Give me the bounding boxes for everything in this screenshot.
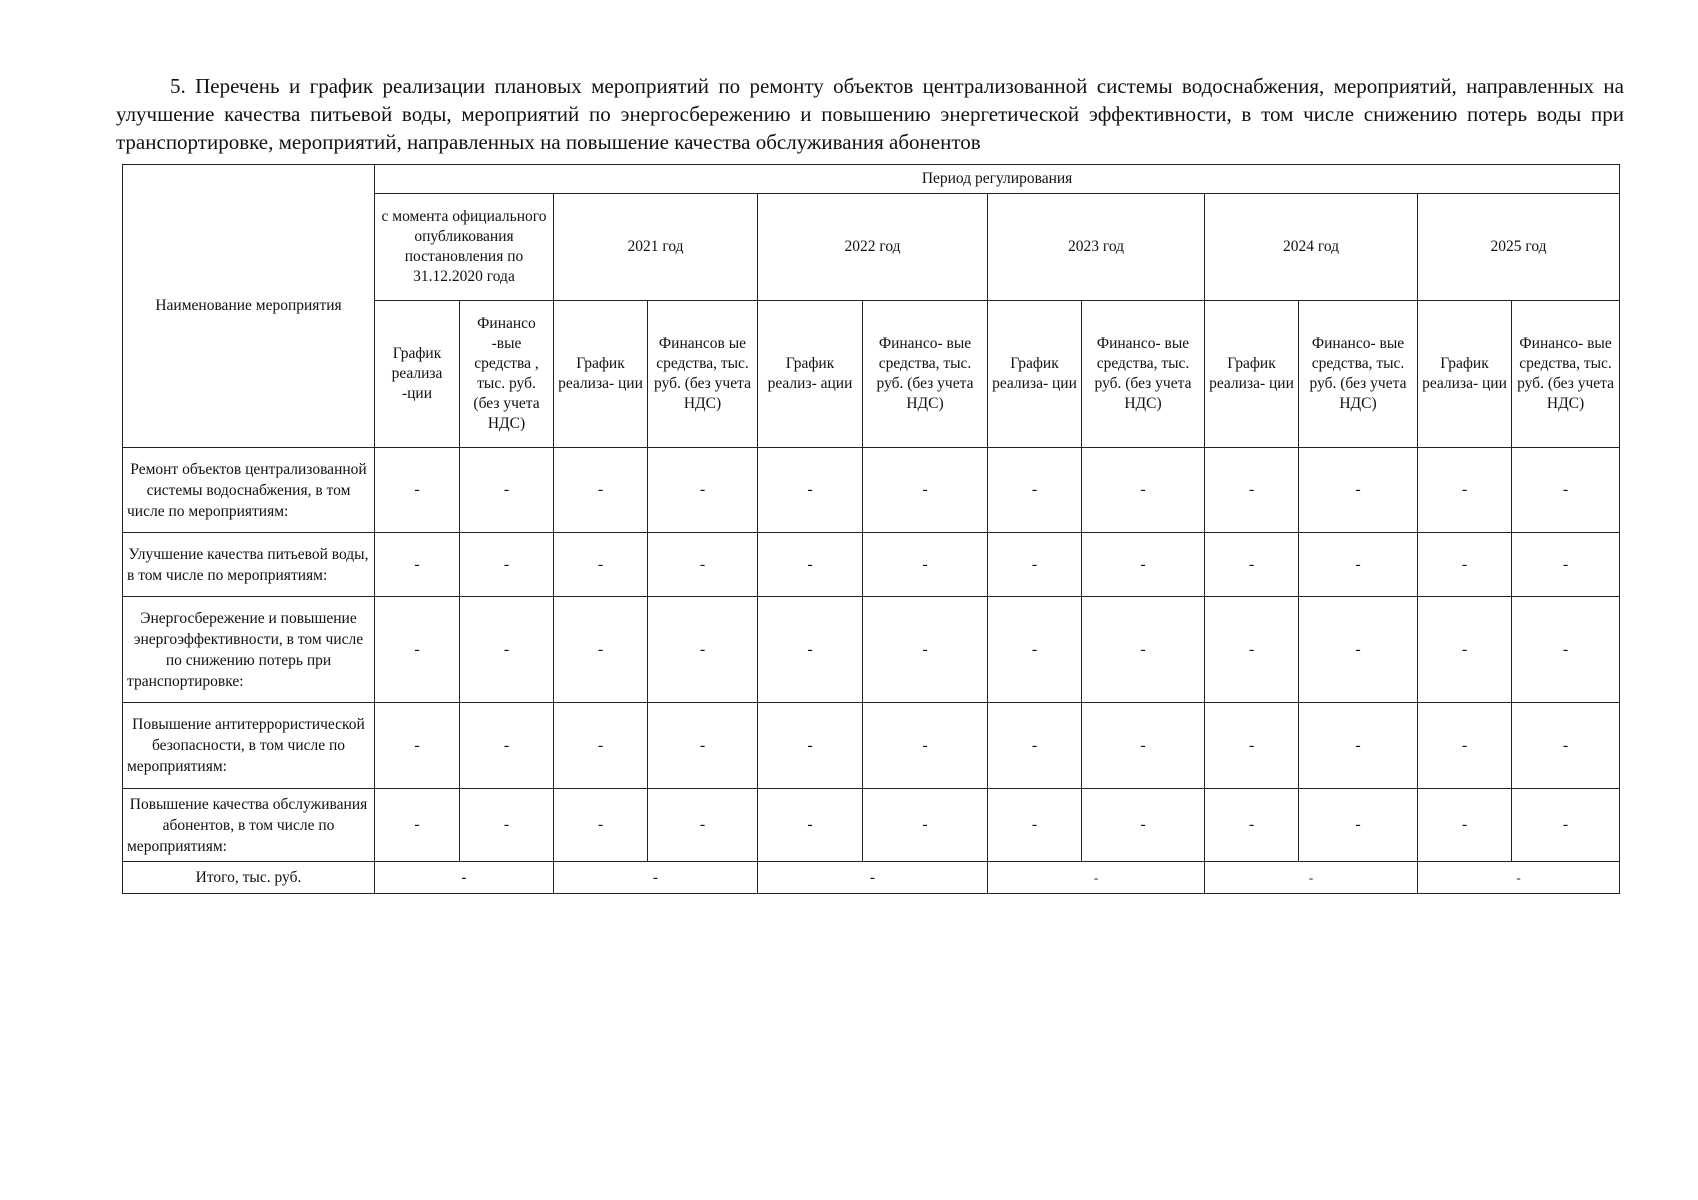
table-cell: -: [988, 789, 1082, 862]
total-cell-initial: -: [375, 862, 554, 894]
table-cell: -: [1299, 448, 1418, 533]
table-row: [123, 533, 1620, 597]
table-cell: -: [1512, 448, 1620, 533]
table-row: [123, 597, 1620, 703]
finance-header-2021: Финансов ые средства, тыс. руб. (без учета НДС): [648, 301, 758, 448]
table-cell: -: [863, 448, 988, 533]
table-cell: -: [1082, 448, 1205, 533]
total-cell-2023: -: [988, 862, 1205, 894]
table-cell: -: [863, 789, 988, 862]
period-header-2024: 2024 год: [1205, 194, 1418, 301]
table-cell: -: [988, 703, 1082, 789]
table-cell: -: [863, 533, 988, 597]
period-header-2022: 2022 год: [758, 194, 988, 301]
row-name-anti-terror: Повышение антитеррористической безопасности, в том числе по мероприятиям:: [123, 703, 375, 789]
period-header-2025: 2025 год: [1418, 194, 1620, 301]
table-cell: -: [1082, 533, 1205, 597]
table-cell: -: [863, 703, 988, 789]
table-cell: -: [758, 597, 863, 703]
schedule-header-2025: График реализа- ции: [1418, 301, 1512, 448]
table-cell: -: [1205, 448, 1299, 533]
table-cell: -: [1418, 789, 1512, 862]
finance-header-2023: Финансо- вые средства, тыс. руб. (без учета НДС): [1082, 301, 1205, 448]
finance-header-2025: Финансо- вые средства, тыс. руб. (без учета НДС): [1512, 301, 1620, 448]
table-cell: -: [1082, 789, 1205, 862]
table-cell: -: [1418, 448, 1512, 533]
table-cell: -: [863, 597, 988, 703]
schedule-header-2024: График реализа- ции: [1205, 301, 1299, 448]
table-cell: -: [554, 703, 648, 789]
table-cell: -: [460, 533, 554, 597]
table-cell: -: [758, 448, 863, 533]
schedule-header-2022: График реализ- ации: [758, 301, 863, 448]
table-cell: -: [1299, 789, 1418, 862]
finance-header-2024: Финансо- вые средства, тыс. руб. (без учета НДС): [1299, 301, 1418, 448]
table-cell: -: [1512, 789, 1620, 862]
total-cell-2025: -: [1418, 862, 1620, 894]
row-name-customer-service: Повышение качества обслуживания абонентов, в том числе по мероприятиям:: [123, 789, 375, 862]
table-cell: -: [1082, 597, 1205, 703]
row-name-water-quality: Улучшение качества питьевой воды, в том числе по мероприятиям:: [123, 533, 375, 597]
section-heading: 5. Перечень и график реализации плановых мероприятий по ремонту объектов централизованной системы водоснабжения, мероприятий, направленных на улучшение качества питьевой воды, мероприятий по энергосбережению и повышению энергетической эффективности, в том числе снижению потерь воды при транспортировке, мероприятий, направленных на повышение качества обслуживания абонентов: [116, 74, 1624, 154]
table-cell: -: [758, 703, 863, 789]
table-cell: -: [375, 597, 460, 703]
table-cell: -: [375, 533, 460, 597]
table-cell: -: [1418, 703, 1512, 789]
table-cell: -: [375, 448, 460, 533]
table-cell: -: [988, 597, 1082, 703]
total-cell-2022: -: [758, 862, 988, 894]
table-cell: -: [648, 789, 758, 862]
table-cell: -: [1418, 597, 1512, 703]
total-cell-2024: -: [1205, 862, 1418, 894]
row-name-repair: Ремонт объектов централизованной системы водоснабжения, в том числе по мероприятиям:: [123, 448, 375, 533]
total-cell-2021: -: [554, 862, 758, 894]
row-name-energy-saving: Энергосбережение и повышение энергоэффективности, в том числе по снижению потерь при транспортировке:: [123, 597, 375, 703]
schedule-header-initial: График реализа -ции: [375, 301, 460, 448]
table-cell: -: [1418, 533, 1512, 597]
table-cell: -: [648, 448, 758, 533]
table-cell: -: [1205, 789, 1299, 862]
table-cell: -: [1512, 533, 1620, 597]
header-row-period: [123, 165, 1620, 194]
period-header-initial: с момента официального опубликования постановления по 31.12.2020 года: [375, 194, 554, 301]
total-label: Итого, тыс. руб.: [123, 862, 375, 894]
table-cell: -: [648, 703, 758, 789]
schedule-header-2023: График реализа- ции: [988, 301, 1082, 448]
table-cell: -: [554, 789, 648, 862]
column-header-period: Период регулирования: [375, 165, 1620, 194]
table-cell: -: [1512, 703, 1620, 789]
table-row: [123, 703, 1620, 789]
table-cell: -: [988, 533, 1082, 597]
table-row: [123, 448, 1620, 533]
period-header-2023: 2023 год: [988, 194, 1205, 301]
table-cell: -: [554, 597, 648, 703]
measures-table: [122, 164, 1620, 894]
table-cell: -: [554, 533, 648, 597]
table-cell: -: [1205, 597, 1299, 703]
table-cell: -: [988, 448, 1082, 533]
table-cell: -: [554, 448, 648, 533]
table-cell: -: [1299, 533, 1418, 597]
table-cell: -: [1205, 703, 1299, 789]
table-cell: -: [648, 597, 758, 703]
total-row: [123, 862, 1620, 894]
table-cell: -: [758, 533, 863, 597]
table-cell: -: [648, 533, 758, 597]
schedule-header-2021: График реализа- ции: [554, 301, 648, 448]
table-cell: -: [375, 789, 460, 862]
table-cell: -: [1082, 703, 1205, 789]
table-cell: -: [460, 789, 554, 862]
table-cell: -: [460, 597, 554, 703]
finance-header-2022: Финансо- вые средства, тыс. руб. (без учета НДС): [863, 301, 988, 448]
table-cell: -: [1205, 533, 1299, 597]
table-row: [123, 789, 1620, 862]
period-header-2021: 2021 год: [554, 194, 758, 301]
table-cell: -: [1512, 597, 1620, 703]
table-cell: -: [375, 703, 460, 789]
table-cell: -: [1299, 703, 1418, 789]
finance-header-initial: Финансо -вые средства , тыс. руб. (без учета НДС): [460, 301, 554, 448]
table-cell: -: [460, 703, 554, 789]
table-cell: -: [1299, 597, 1418, 703]
table-cell: -: [758, 789, 863, 862]
table-cell: -: [460, 448, 554, 533]
column-header-name: Наименование мероприятия: [123, 165, 375, 448]
